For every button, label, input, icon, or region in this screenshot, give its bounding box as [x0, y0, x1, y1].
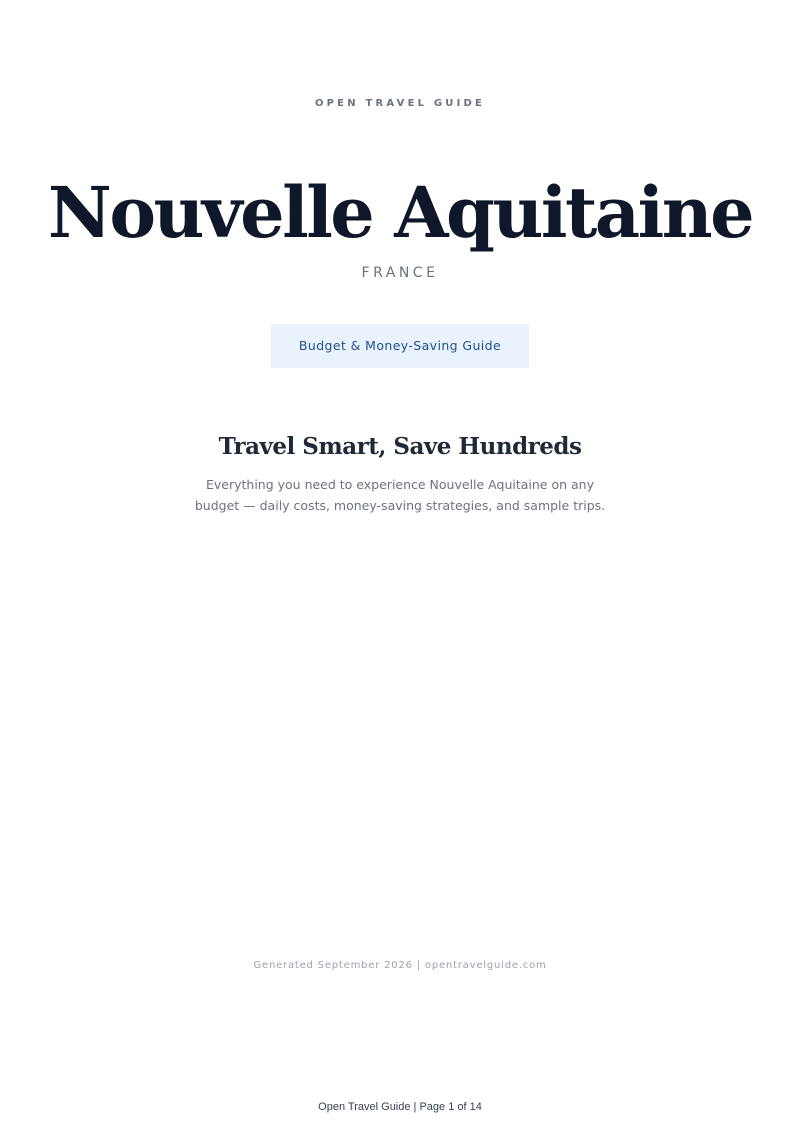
- cover-subtitle: Travel Smart, Save Hundreds: [218, 433, 582, 460]
- badge-container: [0, 324, 800, 368]
- generated-note: Generated September 2026 | opentravelguide.com: [253, 960, 547, 971]
- guide-type-badge: Budget & Money-Saving Guide: [271, 324, 529, 368]
- brand-label: OPEN TRAVEL GUIDE: [314, 98, 486, 109]
- cover-description: Everything you need to experience Nouvelle Aquitaine on any budget — daily costs, money-saving strategies, and sample trips.: [194, 477, 606, 513]
- page-title: Nouvelle Aquitaine: [47, 171, 753, 254]
- country-label: FRANCE: [361, 265, 439, 281]
- page-footer: Open Travel Guide | Page 1 of 14: [318, 1101, 482, 1113]
